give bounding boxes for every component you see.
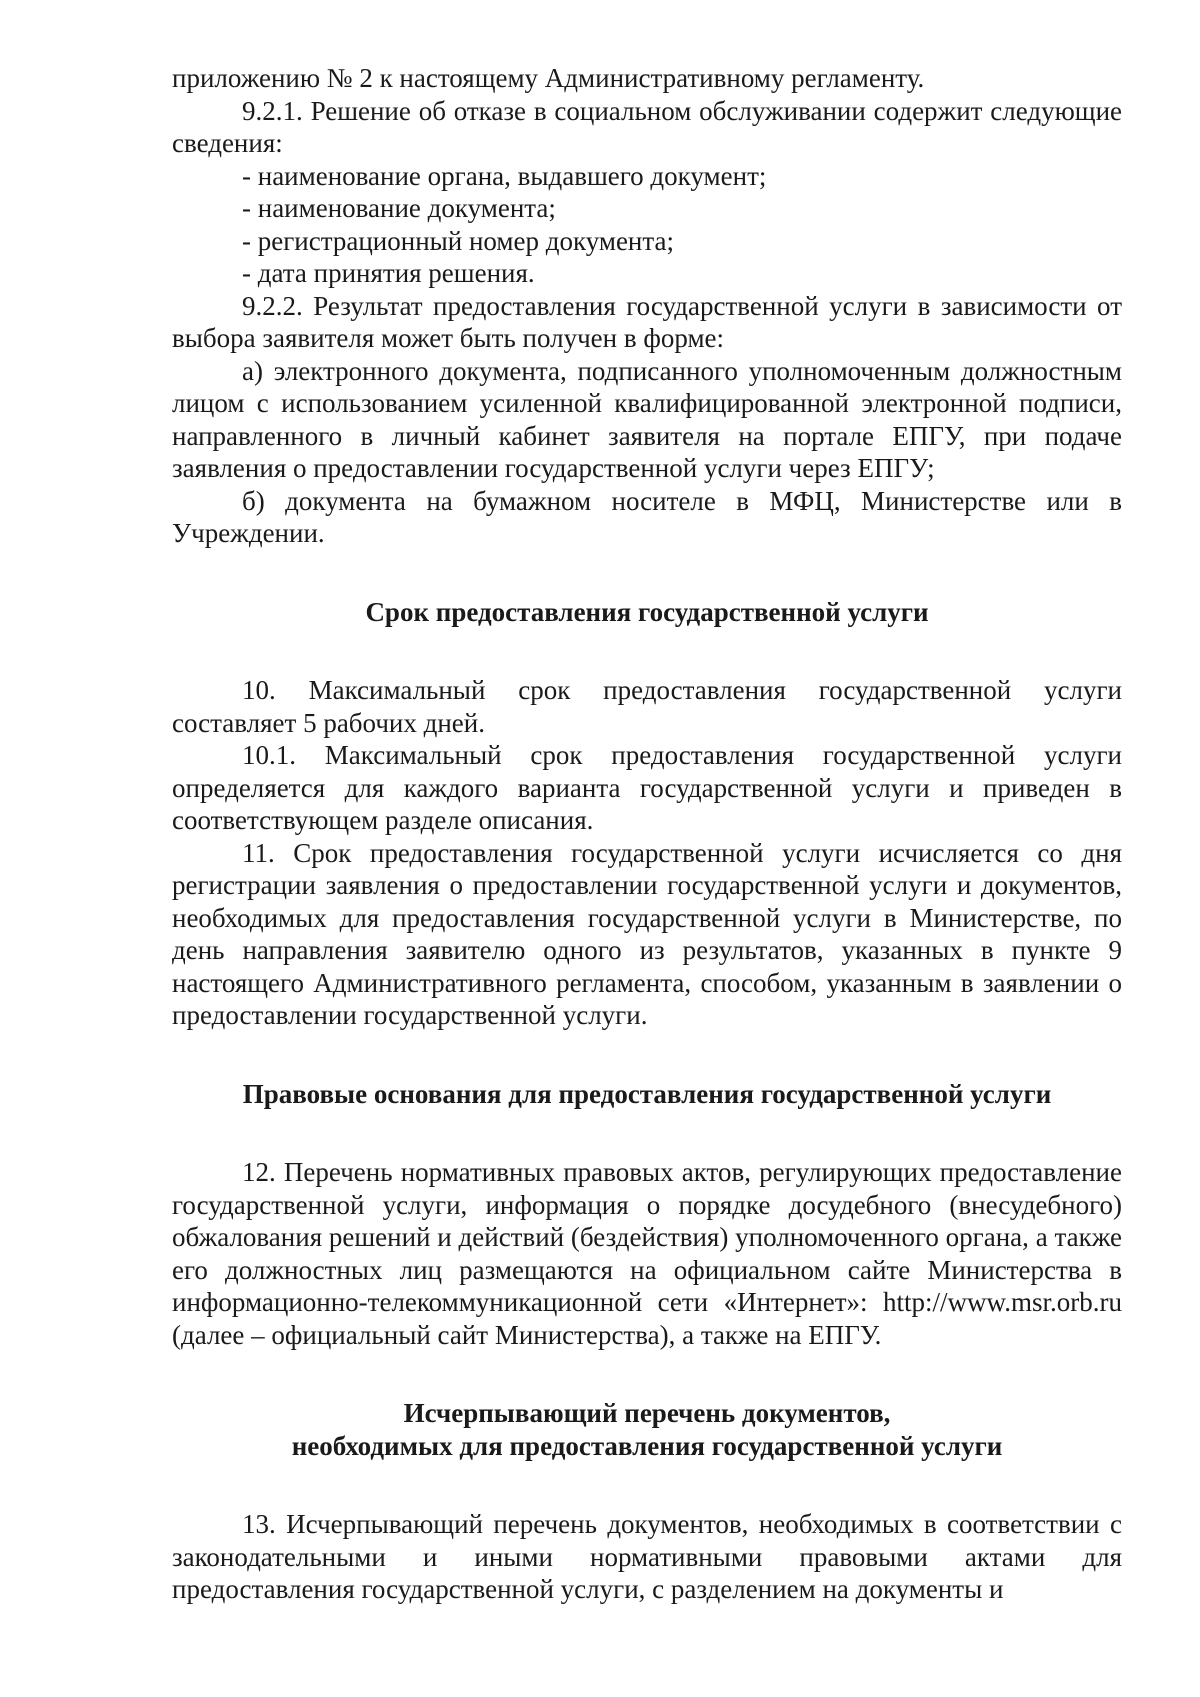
list-9-2-1 <box>172 160 1122 290</box>
paragraph-11: 11. Срок предоставления государственной услуги исчисляется со дня регистрации заявления о предоставлении государственной услуги и документов, необходимых для предоставления государственной услуги в Министерстве, по день направления заявителю одного из результатов, указанных в пункте 9 настоящего Административного регламента, способом, указанным в заявлении о предоставлении государственной услуги. <box>172 837 1122 1030</box>
section-heading-legal-basis: Правовые основания для предоставления государственной услуги <box>242 1078 1052 1109</box>
section-heading-documents-line2: необходимых для предоставления государственной услуги <box>291 1430 1003 1461</box>
list-item: - наименование органа, выдавшего документ; <box>242 160 767 191</box>
paragraph-option-a: а) электронного документа, подписанного уполномоченным должностным лицом с использованием усиленной квалифицированной электронной подписи, направленного в личный кабинет заявителя на портале ЕПГУ, при подаче заявления о предоставлении государственной услуги через ЕПГУ; <box>172 355 1122 483</box>
paragraph-10-1: 10.1. Максимальный срок предоставления государственной услуги определяется для каждого варианта государственной услуги и приведен в соответствующем разделе описания. <box>172 740 1122 835</box>
list-item: - наименование документа; <box>242 193 556 223</box>
paragraph-12: 12. Перечень нормативных правовых актов, регулирующих предоставление государственной услуги, информация о порядке досудебного (внесудебного) обжалования решений и действий (бездействия) уполномоченного органа, а также его должностных лиц размещаются на официальном сайте Министерства в информационно-телекоммуникационной сети «Интернет»: http://www.msr.orb.ru (далее – официальный сайт Министерства), а также на ЕПГУ. <box>172 1157 1122 1350</box>
section-heading-documents-line1: Исчерпывающий перечень документов, <box>403 1398 891 1428</box>
paragraph-9-2-2: 9.2.2. Результат предоставления государственной услуги в зависимости от выбора заявителя может быть получен в форме: <box>172 290 1122 353</box>
section-heading-documents <box>172 1397 1122 1462</box>
list-item: - регистрационный номер документа; <box>242 225 674 256</box>
paragraph-10: 10. Максимальный срок предоставления государственной услуги составляет 5 рабочих дней. <box>172 675 1122 738</box>
paragraph-13: 13. Исчерпывающий перечень документов, необходимых в соответствии с законодательными и иными нормативными правовыми актами для предоставления государственной услуги, с разделением на документы и <box>172 1509 1122 1604</box>
paragraph-intro: приложению № 2 к настоящему Административному регламенту. <box>172 63 925 93</box>
paragraph-9-2-1: 9.2.1. Решение об отказе в социальном обслуживании содержит следующие сведения: <box>172 95 1122 158</box>
section-heading-term: Срок предоставления государственной услуги <box>365 596 929 627</box>
paragraph-option-b: б) документа на бумажном носителе в МФЦ, Министерстве или в Учреждении. <box>172 485 1122 548</box>
document-body <box>172 62 1122 1606</box>
list-item: - дата принятия решения. <box>242 258 535 288</box>
